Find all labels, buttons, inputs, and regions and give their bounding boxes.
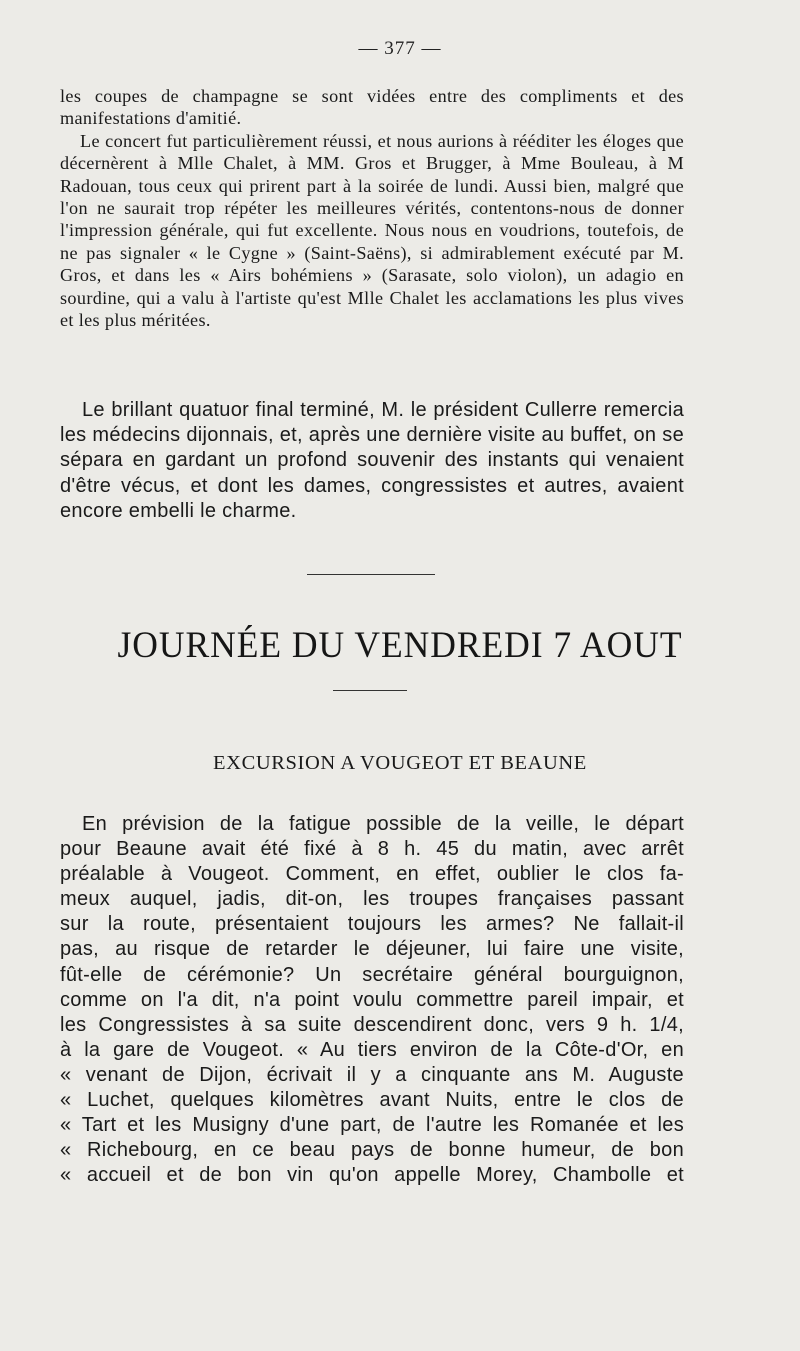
text-line: « Luchet, quelques kilomètres avant Nuits, entre le clos de	[60, 1089, 684, 1112]
text-line: « Richebourg, en ce beau pays de bonne humeur, de bon	[60, 1139, 684, 1162]
text-line: comme on l'a dit, n'a point voulu commettre pareil impair, et	[60, 988, 684, 1011]
page-number: — 377 —	[358, 38, 442, 59]
text-line: pas, au risque de retarder le déjeuner, lui faire une visite,	[60, 938, 684, 961]
paragraph-quatuor: Le brillant quatuor final terminé, M. le président Cullerre remercia les médecins dijonnais, et, après une dernière visite au buffet, on se sépara en gardant un profond souvenir des instants qui venaient d'être vécus, et dont les dames, congressistes et autres, avaient encore embelli le charme.	[60, 399, 684, 522]
text-line: sur la route, présentaient toujours les armes? Ne fallait-il	[60, 913, 684, 936]
day-heading: JOURNÉE DU VENDREDI 7 AOUT	[117, 625, 683, 666]
text-line: pour Beaune avait été fixé à 8 h. 45 du matin, avec arrêt	[60, 838, 684, 861]
text-line: les Congressistes à sa suite descendirent donc, vers 9 h. 1/4,	[60, 1013, 684, 1036]
divider-rule-top	[307, 574, 435, 575]
closing-section	[60, 398, 684, 524]
text-line: « venant de Dijon, écrivait il y a cinquante ans M. Auguste	[60, 1063, 684, 1086]
text-line: meux auquel, jadis, dit-on, les troupes françaises passant	[60, 888, 684, 911]
paragraph-champagne: les coupes de champagne se sont vidées entre des compliments et des manifestations d'amitié.	[60, 86, 684, 129]
text-line: à la gare de Vougeot. « Au tiers environ de la Côte-d'Or, en	[60, 1038, 684, 1061]
text-line: En prévision de la fatigue possible de la veille, le départ	[82, 813, 684, 835]
text-line: « Tart et les Musigny d'une part, de l'autre les Romanée et les	[60, 1114, 684, 1137]
text-line: fût-elle de cérémonie? Un secrétaire général bourguignon,	[60, 963, 684, 986]
divider-rule-bottom	[333, 690, 407, 691]
excursion-heading: EXCURSION A VOUGEOT ET BEAUNE	[213, 752, 587, 774]
text-line: « accueil et de bon vin qu'on appelle Morey, Chambolle et	[60, 1164, 684, 1187]
excursion-paragraph	[60, 812, 684, 1188]
text-line: préalable à Vougeot. Comment, en effet, oublier le clos fa-	[60, 863, 684, 886]
concert-section	[60, 85, 684, 331]
paragraph-concert: Le concert fut particulièrement réussi, et nous aurions à rééditer les éloges que décernèrent à Mlle Chalet, à MM. Gros et Brugger, à Mme Bouleau, à M Radouan, tous ceux qui prirent part à la soirée de lundi. Aussi bien, malgré que l'on ne saurait trop répéter les meilleures vérités, contentons-nous de donner l'impression générale, qui fut excellente. Nous nous en voudrions, toutefois, de ne pas signaler « le Cygne » (Saint-Saëns), si admirablement exécuté par M. Gros, et dans les « Airs bohémiens » (Sarasate, solo violon), un adagio en sourdine, qui a valu à l'artiste qu'est Mlle Chalet les acclamations les plus vives et les plus méritées.	[60, 130, 684, 331]
